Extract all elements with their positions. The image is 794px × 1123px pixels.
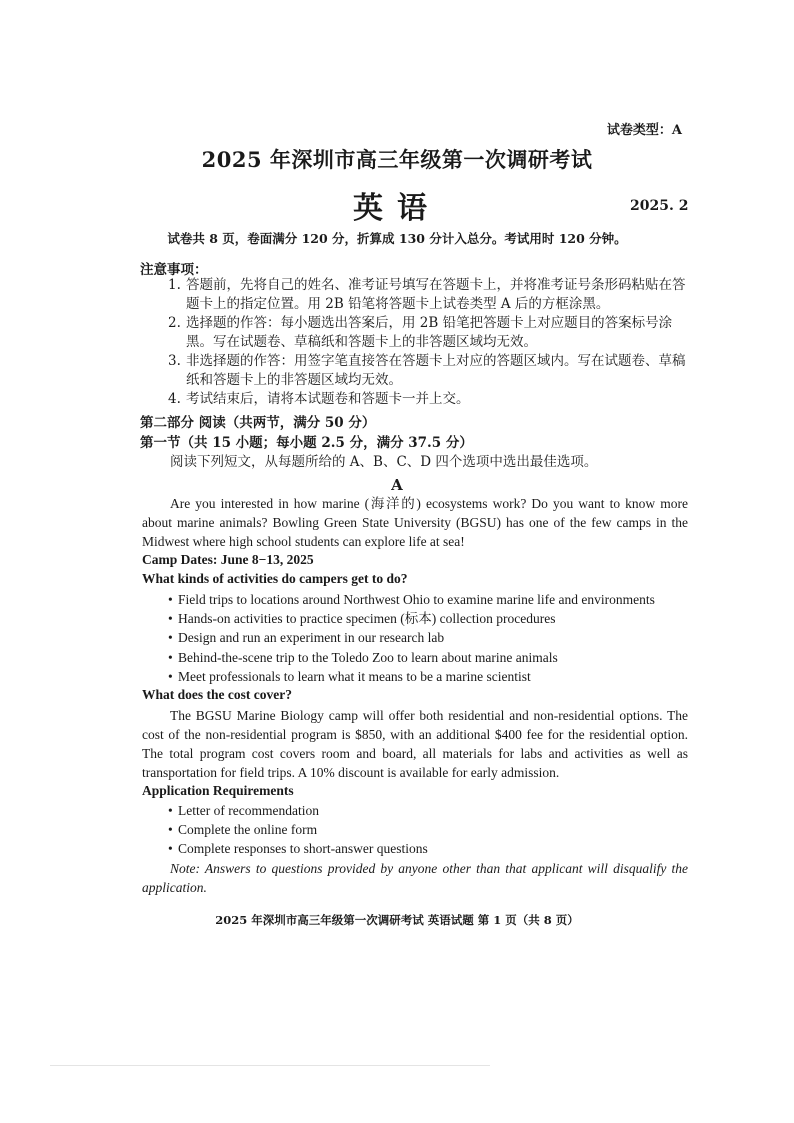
activities-list <box>168 590 655 686</box>
cost-heading: What does the cost cover? <box>142 687 292 702</box>
notice-item <box>168 276 698 314</box>
activity-text: Behind-the-scene trip to the Toledo Zoo to learn about marine animals <box>178 649 558 665</box>
exam-summary: 试卷共 8 页，卷面满分 120 分，折算成 130 分计入总分。考试用时 120 分钟。 <box>167 231 627 246</box>
section-title: 第一节（共 15 小题；每小题 2.5 分，满分 37.5 分） <box>140 435 473 451</box>
part-title: 第二部分 阅读（共两节，满分 50 分） <box>140 415 376 431</box>
bullet-icon: • <box>168 822 173 838</box>
requirement-text: Letter of recommendation <box>178 803 319 818</box>
activity-text: Design and run an experiment in our research lab <box>178 630 445 646</box>
requirement-text: Complete the online form <box>178 822 318 838</box>
requirements-list <box>168 801 428 859</box>
notice-item <box>168 352 698 390</box>
activity-text: Meet professionals to learn what it means to be a marine scientist <box>178 668 531 684</box>
notice-item-number: 4. <box>168 391 181 407</box>
notice-title: 注意事项： <box>140 262 208 278</box>
exam-title: 2025 年深圳市高三年级第一次调研考试 <box>201 147 593 172</box>
notice-item-text: 非选择题的作答：用签字笔直接答在答题卡上对应的答题区域内。写在试题卷、草稿纸和答题卡上的非答题区域均无效。 <box>186 353 686 388</box>
activities-heading: What kinds of activities do campers get to do? <box>142 571 408 586</box>
list-item <box>168 648 655 667</box>
notice-item-text: 答题前，先将自己的姓名、准考证号填写在答题卡上，并将准考证号条形码粘贴在答题卡上的指定位置。用 2B 铅笔将答题卡上试卷类型 A 后的方框涂黑。 <box>186 277 686 312</box>
scan-divider <box>50 1065 490 1066</box>
page-footer: 2025 年深圳市高三年级第一次调研考试 英语试题 第 1 页（共 8 页） <box>215 913 579 927</box>
notice-item-text: 考试结束后，请将本试题卷和答题卡一并上交。 <box>186 391 470 407</box>
list-item <box>168 839 428 858</box>
paper-type-label: 试卷类型：A <box>606 123 682 138</box>
list-item <box>168 609 655 628</box>
passage-intro: Are you interested in how marine (海洋的) ecosystems work? Do you want to know more about marine animals? Bowling Green State University (BGSU) has one of the few camps in the Midwest where high school students can explore life at sea! <box>142 496 688 549</box>
camp-dates: Camp Dates: June 8−13, 2025 <box>142 552 314 567</box>
bullet-icon: • <box>168 592 173 607</box>
activity-text: Field trips to locations around Northwest Ohio to examine marine life and environments <box>178 592 655 607</box>
bullet-icon: • <box>168 611 173 627</box>
notice-item <box>168 314 698 352</box>
list-item <box>168 820 428 839</box>
notice-item-number: 3. <box>168 353 181 369</box>
notice-item <box>168 390 698 409</box>
passage-letter: A <box>391 476 403 494</box>
bullet-icon: • <box>168 630 173 646</box>
requirements-heading: Application Requirements <box>142 783 294 798</box>
list-item <box>168 628 655 647</box>
notice-item-text: 选择题的作答：每小题选出答案后，用 2B 铅笔把答题卡上对应题目的答案标号涂黑。写在试题卷、草稿纸和答题卡上的非答题区域均无效。 <box>186 315 673 350</box>
notice-item-number: 1. <box>168 277 181 293</box>
notice-list <box>168 276 698 409</box>
list-item <box>168 590 655 609</box>
requirement-text: Complete responses to short-answer questions <box>178 841 428 857</box>
bullet-icon: • <box>168 803 173 818</box>
subject-title: 英语 <box>353 191 441 226</box>
bullet-icon: • <box>168 668 173 684</box>
activity-text: Hands-on activities to practice specimen (标本) collection procedures <box>178 611 556 627</box>
cost-paragraph: The BGSU Marine Biology camp will offer both residential and non-residential options. The cost of the non-residential program is $850, with an additional $400 fee for the residential option. The total program cost covers room and board, all materials for labs and activities as well as transportation for field trips. A 10% discount is available for early admission. <box>142 708 688 780</box>
bullet-icon: • <box>168 841 173 857</box>
notice-item-number: 2. <box>168 315 181 331</box>
list-item <box>168 801 428 820</box>
bullet-icon: • <box>168 649 173 665</box>
exam-date: 2025. 2 <box>630 198 689 214</box>
passage-note: Note: Answers to questions provided by anyone other than that applicant will disqualify the application. <box>142 861 688 895</box>
reading-instruction: 阅读下列短文，从每题所给的 A、B、C、D 四个选项中选出最佳选项。 <box>170 454 598 470</box>
list-item <box>168 667 655 686</box>
